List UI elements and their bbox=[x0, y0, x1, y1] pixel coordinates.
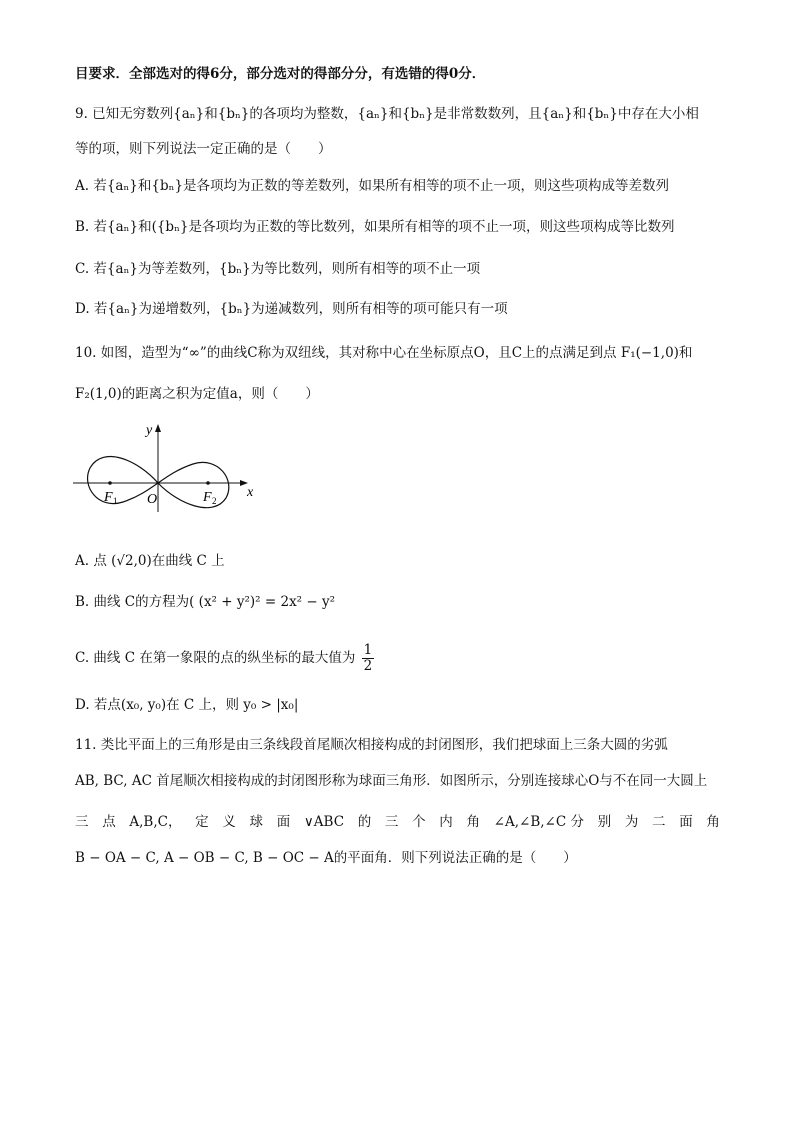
focus-f2-dot bbox=[206, 481, 210, 485]
f2-subscript: 2 bbox=[212, 496, 217, 506]
q9-stem-line-1: 9. 已知无穷数列{aₙ}和{bₙ}的各项均为整数，{aₙ}和{bₙ}是非常数数列，且{aₙ}和{bₙ}中存在大小相 bbox=[75, 106, 699, 122]
q11-word: 角 bbox=[466, 814, 480, 830]
q9-stem-line-2: 等的项，则下列说法一定正确的是（ ） bbox=[75, 141, 332, 157]
fraction-denominator: 2 bbox=[363, 658, 373, 674]
q11-word: 定 bbox=[195, 814, 209, 830]
q11-word: 点 bbox=[102, 814, 116, 830]
y-axis-arrow-icon bbox=[155, 424, 161, 432]
q11-stem-line-3 bbox=[75, 812, 720, 832]
q11-word: 义 bbox=[222, 814, 236, 830]
q10-option-b: B. 曲线 C的方程为( (x² + y²)² = 2x² − y² bbox=[75, 594, 336, 610]
x-axis-label: x bbox=[247, 485, 254, 500]
q11-word: 别 bbox=[597, 814, 612, 830]
q11-word: 角 bbox=[706, 814, 720, 830]
q10-stem-line-1: 10. 如图，造型为“∞”的曲线C称为双纽线，其对称中心在坐标原点O，且C上的点满足到点 F₁(−1,0)和 bbox=[75, 345, 693, 361]
q10-option-c bbox=[75, 643, 376, 674]
q11-stem-line-4: B − OA − C, A − OB − C, B − OC − A的平面角．则下列说法正确的是（ ） bbox=[75, 850, 577, 866]
lemniscate-figure bbox=[68, 420, 268, 515]
q11-word: 二 bbox=[652, 814, 666, 830]
q10-option-a: A. 点 (√2,0)在曲线 C 上 bbox=[75, 553, 225, 569]
section-instruction: 目要求．全部选对的得6分，部分选对的得部分分，有选错的得0分． bbox=[75, 66, 486, 82]
q10-option-c-text: C. 曲线 C 在第一象限的点的纵坐标的最大值为 bbox=[75, 650, 356, 666]
q10-stem-line-2: F₂(1,0)的距离之积为定值a，则（ ） bbox=[75, 386, 319, 402]
q11-word: 面 bbox=[679, 814, 693, 830]
q11-word: 为 bbox=[624, 814, 639, 830]
q11-word: ∨ABC bbox=[303, 814, 345, 830]
fraction-one-half bbox=[362, 643, 375, 674]
q11-word: 个 bbox=[412, 814, 426, 830]
q11-word: 的 bbox=[357, 814, 372, 830]
origin-label: O bbox=[147, 492, 158, 507]
q11-word: 面 bbox=[276, 814, 291, 830]
q11-word: 球 bbox=[249, 814, 264, 830]
q11-word: ∠A,∠B,∠C 分 bbox=[493, 814, 584, 830]
focus-f1-dot bbox=[108, 481, 112, 485]
fraction-numerator: 1 bbox=[363, 642, 373, 658]
q11-word: 三 bbox=[384, 814, 399, 830]
q10-option-d: D. 若点(x₀, y₀)在 C 上，则 y₀ > |x₀| bbox=[75, 697, 299, 713]
f2-label: F bbox=[203, 490, 212, 505]
q11-word: A,B,C， bbox=[129, 814, 182, 830]
q9-option-c: C. 若{aₙ}为等差数列，{bₙ}为等比数列，则所有相等的项不止一项 bbox=[75, 261, 481, 277]
q11-word: 三 bbox=[75, 814, 89, 830]
f1-subscript: 1 bbox=[113, 496, 118, 506]
q9-option-a: A. 若{aₙ}和{bₙ}是各项均为正数的等差数列，如果所有相等的项不止一项，则这些项构成等差数列 bbox=[75, 178, 670, 194]
q11-stem-line-2: AB, BC, AC 首尾顺次相接构成的封闭图形称为球面三角形．如图所示，分别连接球心O与不在同一大圆上 bbox=[75, 773, 708, 789]
y-axis-label: y bbox=[146, 423, 153, 438]
q9-option-d: D. 若{aₙ}为递增数列，{bₙ}为递减数列，则所有相等的项可能只有一项 bbox=[75, 301, 508, 317]
f1-label: F bbox=[104, 490, 113, 505]
q11-word: 内 bbox=[439, 814, 453, 830]
q9-option-b: B. 若{aₙ}和({bₙ}是各项均为正数的等比数列，如果所有相等的项不止一项，则这些项构成等比数列 bbox=[75, 219, 675, 235]
q11-stem-line-1: 11. 类比平面上的三角形是由三条线段首尾顺次相接构成的封闭图形，我们把球面上三条大圆的劣弧 bbox=[75, 737, 668, 753]
